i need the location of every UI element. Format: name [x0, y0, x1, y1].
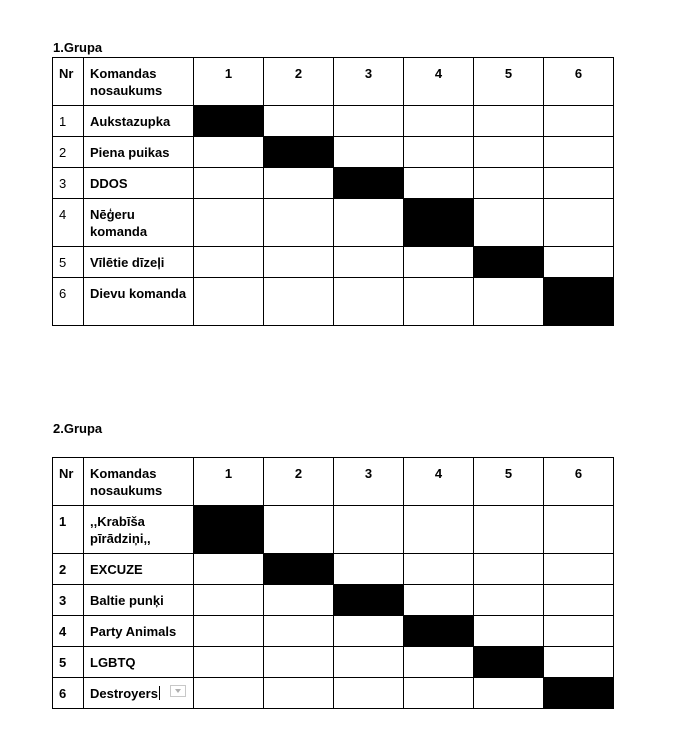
table-header-row: [53, 458, 614, 506]
score-cell[interactable]: [474, 616, 544, 647]
group-1-title: 1.Grupa: [53, 40, 103, 55]
score-cell[interactable]: [404, 106, 474, 137]
header-col-1: 1: [194, 58, 264, 106]
score-cell[interactable]: [194, 278, 264, 326]
score-cell[interactable]: [194, 247, 264, 278]
header-nr: Nr: [53, 58, 84, 106]
score-cell[interactable]: [334, 647, 404, 678]
score-cell[interactable]: [404, 647, 474, 678]
score-cell[interactable]: [264, 247, 334, 278]
table-row: [53, 616, 614, 647]
score-cell[interactable]: [264, 678, 334, 709]
score-cell[interactable]: [334, 106, 404, 137]
score-cell[interactable]: [474, 678, 544, 709]
score-cell[interactable]: [264, 278, 334, 326]
header-col-4: 4: [404, 458, 474, 506]
diagonal-cell[interactable]: [474, 647, 544, 678]
table-row: [53, 278, 614, 326]
score-cell[interactable]: [264, 106, 334, 137]
score-cell[interactable]: [544, 554, 614, 585]
score-cell[interactable]: [544, 585, 614, 616]
score-cell[interactable]: [474, 278, 544, 326]
score-cell[interactable]: [544, 647, 614, 678]
row-nr[interactable]: 6: [53, 278, 84, 326]
table-row: [53, 247, 614, 278]
row-nr[interactable]: 4: [53, 616, 84, 647]
diagonal-cell[interactable]: [474, 247, 544, 278]
score-cell[interactable]: [194, 168, 264, 199]
text-cursor: [159, 686, 160, 700]
team-name[interactable]: Destroyers: [90, 686, 158, 701]
score-cell[interactable]: [544, 247, 614, 278]
score-cell[interactable]: [194, 585, 264, 616]
diagonal-cell[interactable]: [194, 506, 264, 554]
table-row: [53, 168, 614, 199]
score-cell[interactable]: [404, 554, 474, 585]
team-name[interactable]: Dievu komanda: [84, 278, 194, 326]
score-cell[interactable]: [474, 199, 544, 247]
header-col-2: 2: [264, 458, 334, 506]
score-cell[interactable]: [544, 616, 614, 647]
header-name: Komandas nosaukums: [84, 58, 194, 106]
score-cell[interactable]: [544, 506, 614, 554]
team-name[interactable]: Party Animals: [84, 616, 194, 647]
table-row: [53, 106, 614, 137]
team-name[interactable]: DDOS: [84, 168, 194, 199]
score-cell[interactable]: [264, 585, 334, 616]
table-row: [53, 554, 614, 585]
diagonal-cell[interactable]: [334, 585, 404, 616]
score-cell[interactable]: [544, 106, 614, 137]
score-cell[interactable]: [194, 137, 264, 168]
row-nr[interactable]: 5: [53, 647, 84, 678]
header-name: Komandas nosaukums: [84, 458, 194, 506]
score-cell[interactable]: [404, 278, 474, 326]
score-cell[interactable]: [334, 247, 404, 278]
score-cell[interactable]: [544, 168, 614, 199]
diagonal-cell[interactable]: [334, 168, 404, 199]
score-cell[interactable]: [334, 678, 404, 709]
score-cell[interactable]: [264, 647, 334, 678]
table-row: [53, 647, 614, 678]
score-cell[interactable]: [194, 647, 264, 678]
diagonal-cell[interactable]: [404, 616, 474, 647]
score-cell[interactable]: [474, 106, 544, 137]
score-cell[interactable]: [264, 168, 334, 199]
header-col-5: 5: [474, 58, 544, 106]
score-cell[interactable]: [544, 137, 614, 168]
diagonal-cell[interactable]: [404, 199, 474, 247]
score-cell[interactable]: [194, 678, 264, 709]
score-cell[interactable]: [194, 616, 264, 647]
score-cell[interactable]: [404, 506, 474, 554]
score-cell[interactable]: [264, 199, 334, 247]
score-cell[interactable]: [264, 616, 334, 647]
diagonal-cell[interactable]: [544, 678, 614, 709]
diagonal-cell[interactable]: [544, 278, 614, 326]
diagonal-cell[interactable]: [264, 554, 334, 585]
team-name[interactable]: ,,Krabīša pīrādziņi,,: [84, 506, 194, 554]
score-cell[interactable]: [474, 168, 544, 199]
score-cell[interactable]: [404, 247, 474, 278]
score-cell[interactable]: [474, 554, 544, 585]
row-nr[interactable]: 6: [53, 678, 84, 709]
row-nr[interactable]: 4: [53, 199, 84, 247]
header-col-6: 6: [544, 458, 614, 506]
table-row: [53, 199, 614, 247]
team-name[interactable]: Aukstazupka: [84, 106, 194, 137]
header-col-3: 3: [334, 58, 404, 106]
score-cell[interactable]: [334, 199, 404, 247]
header-col-5: 5: [474, 458, 544, 506]
score-cell[interactable]: [474, 585, 544, 616]
score-cell[interactable]: [544, 199, 614, 247]
row-nr[interactable]: 3: [53, 585, 84, 616]
team-name[interactable]: EXCUZE: [84, 554, 194, 585]
row-nr[interactable]: 3: [53, 168, 84, 199]
score-cell[interactable]: [474, 137, 544, 168]
header-col-6: 6: [544, 58, 614, 106]
header-nr: Nr: [53, 458, 84, 506]
diagonal-cell[interactable]: [264, 137, 334, 168]
header-col-1: 1: [194, 458, 264, 506]
table-row: [53, 585, 614, 616]
score-cell[interactable]: [194, 199, 264, 247]
team-name[interactable]: Nēģeru komanda: [84, 199, 194, 247]
header-col-2: 2: [264, 58, 334, 106]
score-cell[interactable]: [334, 278, 404, 326]
team-name[interactable]: Piena puikas: [84, 137, 194, 168]
header-col-3: 3: [334, 458, 404, 506]
team-name-cell[interactable]: [84, 678, 194, 709]
team-name[interactable]: LGBTQ: [84, 647, 194, 678]
table-row: [53, 137, 614, 168]
row-nr[interactable]: 2: [53, 137, 84, 168]
row-nr[interactable]: 1: [53, 106, 84, 137]
row-nr[interactable]: 1: [53, 506, 84, 554]
group-2-title: 2.Grupa: [53, 421, 103, 436]
team-name[interactable]: Baltie punķi: [84, 585, 194, 616]
score-cell[interactable]: [474, 506, 544, 554]
score-cell[interactable]: [404, 678, 474, 709]
score-cell[interactable]: [404, 137, 474, 168]
row-nr[interactable]: 5: [53, 247, 84, 278]
score-cell[interactable]: [334, 554, 404, 585]
row-nr[interactable]: 2: [53, 554, 84, 585]
table-row: [53, 506, 614, 554]
diagonal-cell[interactable]: [194, 106, 264, 137]
table-header-row: [53, 58, 614, 106]
score-cell[interactable]: [334, 137, 404, 168]
score-cell[interactable]: [334, 506, 404, 554]
autocorrect-dropdown-icon[interactable]: [170, 685, 186, 697]
table-row: [53, 678, 614, 709]
header-col-4: 4: [404, 58, 474, 106]
score-cell[interactable]: [194, 554, 264, 585]
score-cell[interactable]: [404, 168, 474, 199]
score-cell[interactable]: [264, 506, 334, 554]
score-cell[interactable]: [334, 616, 404, 647]
group-1-table: [52, 57, 614, 326]
score-cell[interactable]: [404, 585, 474, 616]
group-2-table: [52, 457, 614, 709]
team-name[interactable]: Vīlētie dīzeļi: [84, 247, 194, 278]
